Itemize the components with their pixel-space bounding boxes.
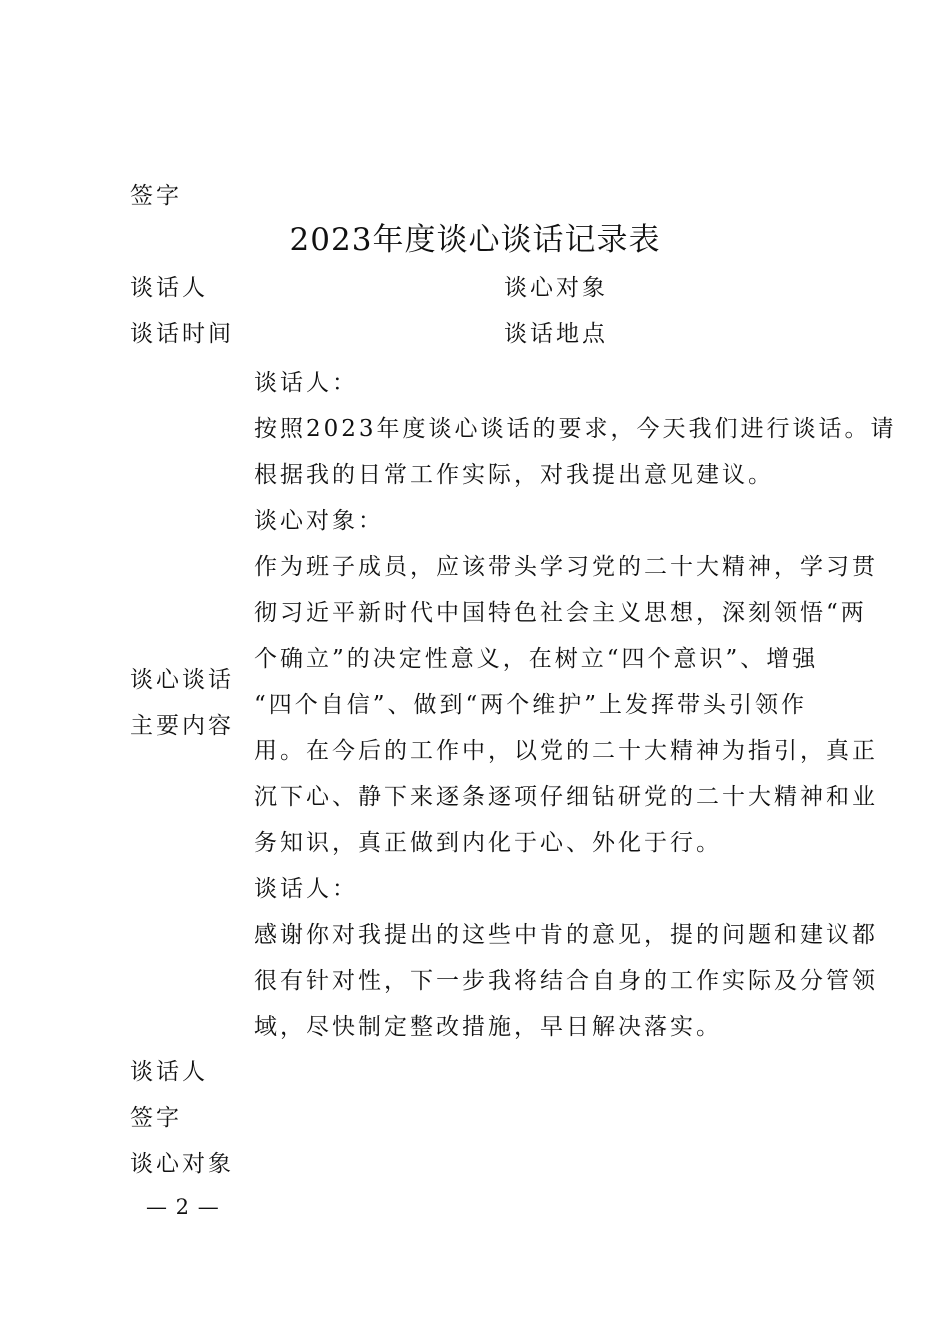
content-line: 按照2023年度谈心谈话的要求，今天我们进行谈话。请: [254, 416, 897, 442]
content-line: 务知识，真正做到内化于心、外化于行。: [254, 830, 722, 856]
content-line: 根据我的日常工作实际，对我提出意见建议。: [254, 462, 774, 488]
content-line: 感谢你对我提出的这些中肯的意见，提的问题和建议都: [254, 922, 878, 948]
target-label: 谈心对象: [504, 275, 608, 301]
content-line: 作为班子成员，应该带头学习党的二十大精神，学习贯: [254, 554, 878, 580]
place-label: 谈话地点: [504, 321, 608, 347]
signature-target-label: 谈心对象: [130, 1151, 234, 1177]
content-line: 很有针对性，下一步我将结合自身的工作实际及分管领: [254, 968, 878, 994]
content-line: 谈话人：: [254, 876, 358, 902]
content-line: 沉下心、静下来逐条逐项仔细钻研党的二十大精神和业: [254, 784, 878, 810]
talker-label: 谈话人: [130, 275, 208, 301]
content-line: 个确立”的决定性意义，在树立“四个意识”、增强: [254, 646, 819, 672]
talk-content: [254, 360, 897, 1050]
page-number: — 2 —: [146, 1195, 220, 1219]
content-line: 彻习近平新时代中国特色社会主义思想，深刻领悟“两: [254, 600, 867, 626]
content-label-line2: 主要内容: [130, 713, 234, 739]
page-title: 2023年度谈心谈话记录表: [289, 222, 661, 258]
signature-sign-label: 签字: [130, 1105, 182, 1131]
content-line: 域，尽快制定整改措施，早日解决落实。: [254, 1014, 722, 1040]
signature-talker-label: 谈话人: [130, 1059, 208, 1085]
content-line: 用。在今后的工作中，以党的二十大精神为指引，真正: [254, 738, 878, 764]
content-line: 谈话人：: [254, 370, 358, 396]
content-line: “四个自信”、做到“两个维护”上发挥带头引领作: [254, 692, 808, 718]
top-sign-label: 签字: [130, 183, 182, 209]
content-label-line1: 谈心谈话: [130, 667, 234, 693]
time-label: 谈话时间: [130, 321, 234, 347]
content-line: 谈心对象：: [254, 508, 384, 534]
